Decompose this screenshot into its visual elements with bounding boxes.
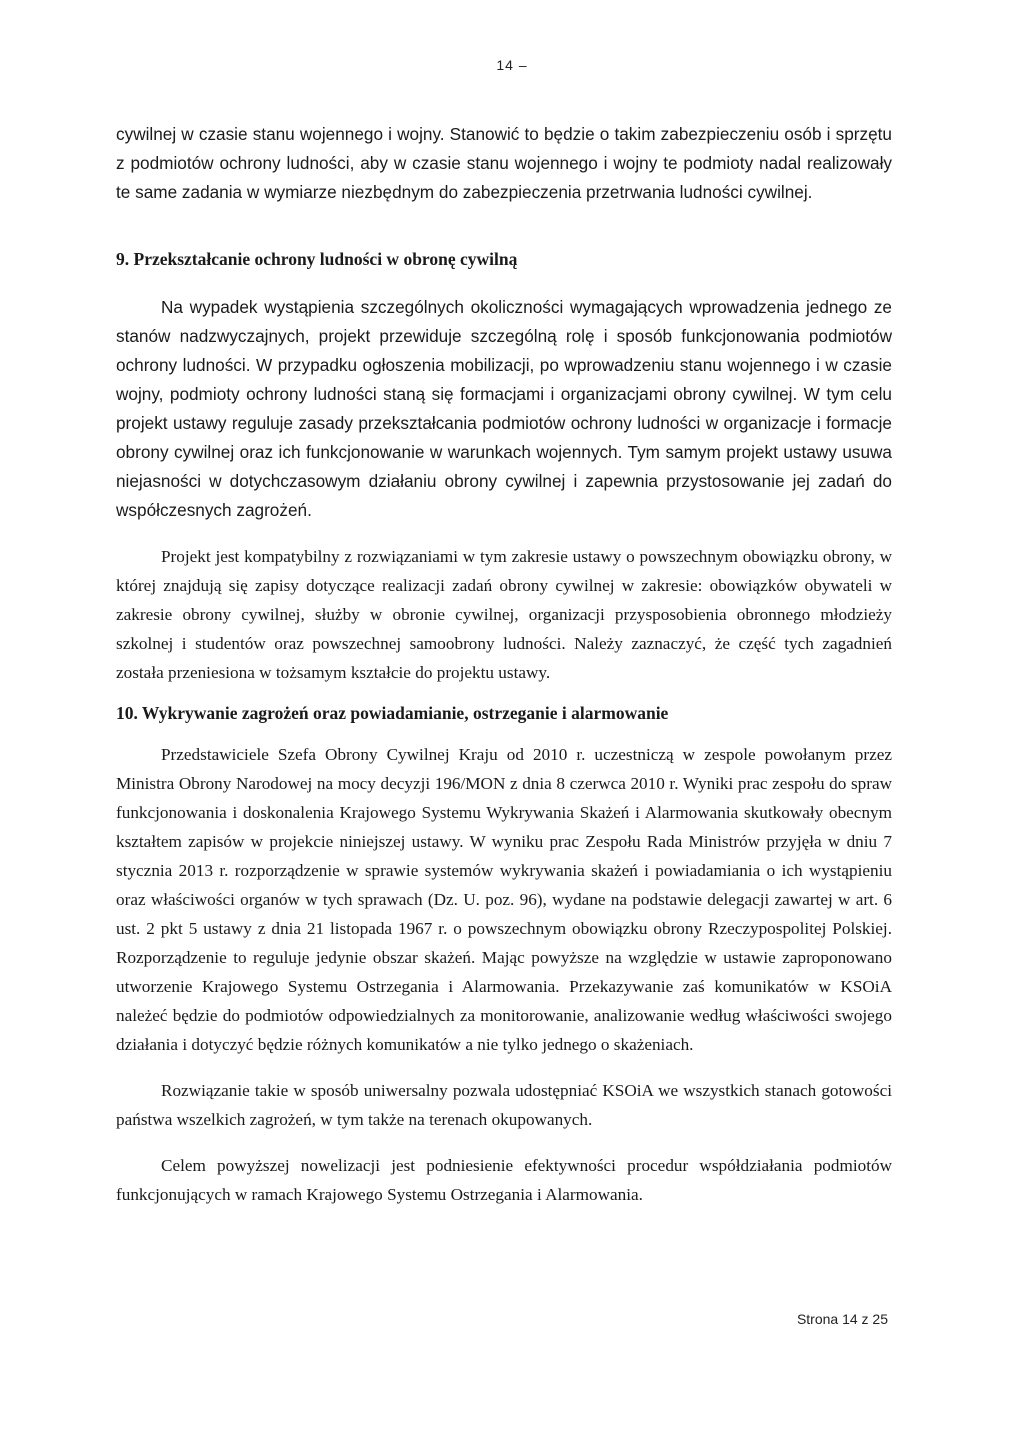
section-heading-9: 9. Przekształcanie ochrony ludności w obronę cywilną (116, 249, 518, 269)
paragraph-universal-solution: Rozwiązanie takie w sposób uniwersalny pozwala udostępniać KSOiA we wszystkich stanach gotowości państwa wszelkich zagrożeń, w tym także na terenach okupowanych. (116, 1081, 892, 1129)
paragraph-compatibility: Projekt jest kompatybilny z rozwiązaniami w tym zakresie ustawy o powszechnym obowiązku obrony, w której znajdują się zapisy dotyczące realizacji zadań obrony cywilnej w zakresie: obowiązków obywateli w zakresie obrony cywilnej, służby w obronie cywilnej, organizacji przysposobienia obronnego młodzieży szkolnej i studentów oraz powszechnej samoobrony ludności. Należy zaznaczyć, że część tych zagadnień została przeniesiona w tożsamym kształcie do projektu ustawy. (116, 547, 892, 682)
paragraph-objective: Celem powyższej nowelizacji jest podniesienie efektywności procedur współdziałania podmiotów funkcjonujących w ramach Krajowego Systemu Ostrzegania i Alarmowania. (116, 1156, 892, 1204)
document-body (116, 120, 892, 1209)
paragraph-continuation: cywilnej w czasie stanu wojennego i wojny. Stanowić to będzie o takim zabezpieczeniu osób i sprzętu z podmiotów ochrony ludności, aby w czasie stanu wojennego i wojny te podmioty nadal realizowały te same zadania w wymiarze niezbędnym do zabezpieczenia przetrwania ludności cywilnej. (116, 124, 892, 202)
section-heading-10: 10. Wykrywanie zagrożeń oraz powiadamianie, ostrzeganie i alarmowanie (116, 703, 669, 723)
page-footer-number: Strona 14 z 25 (796, 1311, 888, 1327)
page-marker: 14 – (496, 57, 528, 73)
paragraph-detection-system: Przedstawiciele Szefa Obrony Cywilnej Kraju od 2010 r. uczestniczą w zespole powołanym przez Ministra Obrony Narodowej na mocy decyzji 196/MON z dnia 8 czerwca 2010 r. Wyniki prac zespołu do spraw funkcjonowania i doskonalenia Krajowego Systemu Wykrywania Skażeń i Alarmowania skutkowały obecnym kształtem zapisów w projekcie niniejszej ustawy. W wyniku prac Zespołu Rada Ministrów przyjęła w dniu 7 stycznia 2013 r. rozporządzenie w sprawie systemów wykrywania skażeń i powiadamiania o ich wystąpieniu oraz właściwości organów w tych sprawach (Dz. U. poz. 96), wydane na podstawie delegacji zawartej w art. 6 ust. 2 pkt 5 ustawy z dnia 21 listopada 1967 r. o powszechnym obowiązku obrony Rzeczypospolitej Polskiej. Rozporządzenie to reguluje jedynie obszar skażeń. Mając powyższe na względzie w ustawie zaproponowano utworzenie Krajowego Systemu Ostrzegania i Alarmowania. Przekazywanie zaś komunikatów w KSOiA należeć będzie do podmiotów odpowiedzialnych za monitorowanie, analizowanie według właściwości swojego działania i dotyczyć będzie różnych komunikatów a nie tylko jednego o skażeniach. (116, 745, 892, 1054)
paragraph-civil-defense-transformation: Na wypadek wystąpienia szczególnych okoliczności wymagających wprowadzenia jednego ze stanów nadzwyczajnych, projekt przewiduje szczególną rolę i sposób funkcjonowania podmiotów ochrony ludności. W przypadku ogłoszenia mobilizacji, po wprowadzeniu stanu wojennego i w czasie wojny, podmioty ochrony ludności staną się formacjami i organizacjami obrony cywilnej. W tym celu projekt ustawy reguluje zasady przekształcania podmiotów ochrony ludności w organizacje i formacje obrony cywilnej oraz ich funkcjonowanie w warunkach wojennych. Tym samym projekt ustawy usuwa niejasności w dotychczasowym działaniu obrony cywilnej i zapewnia przystosowanie jej zadań do współczesnych zagrożeń. (116, 297, 892, 520)
